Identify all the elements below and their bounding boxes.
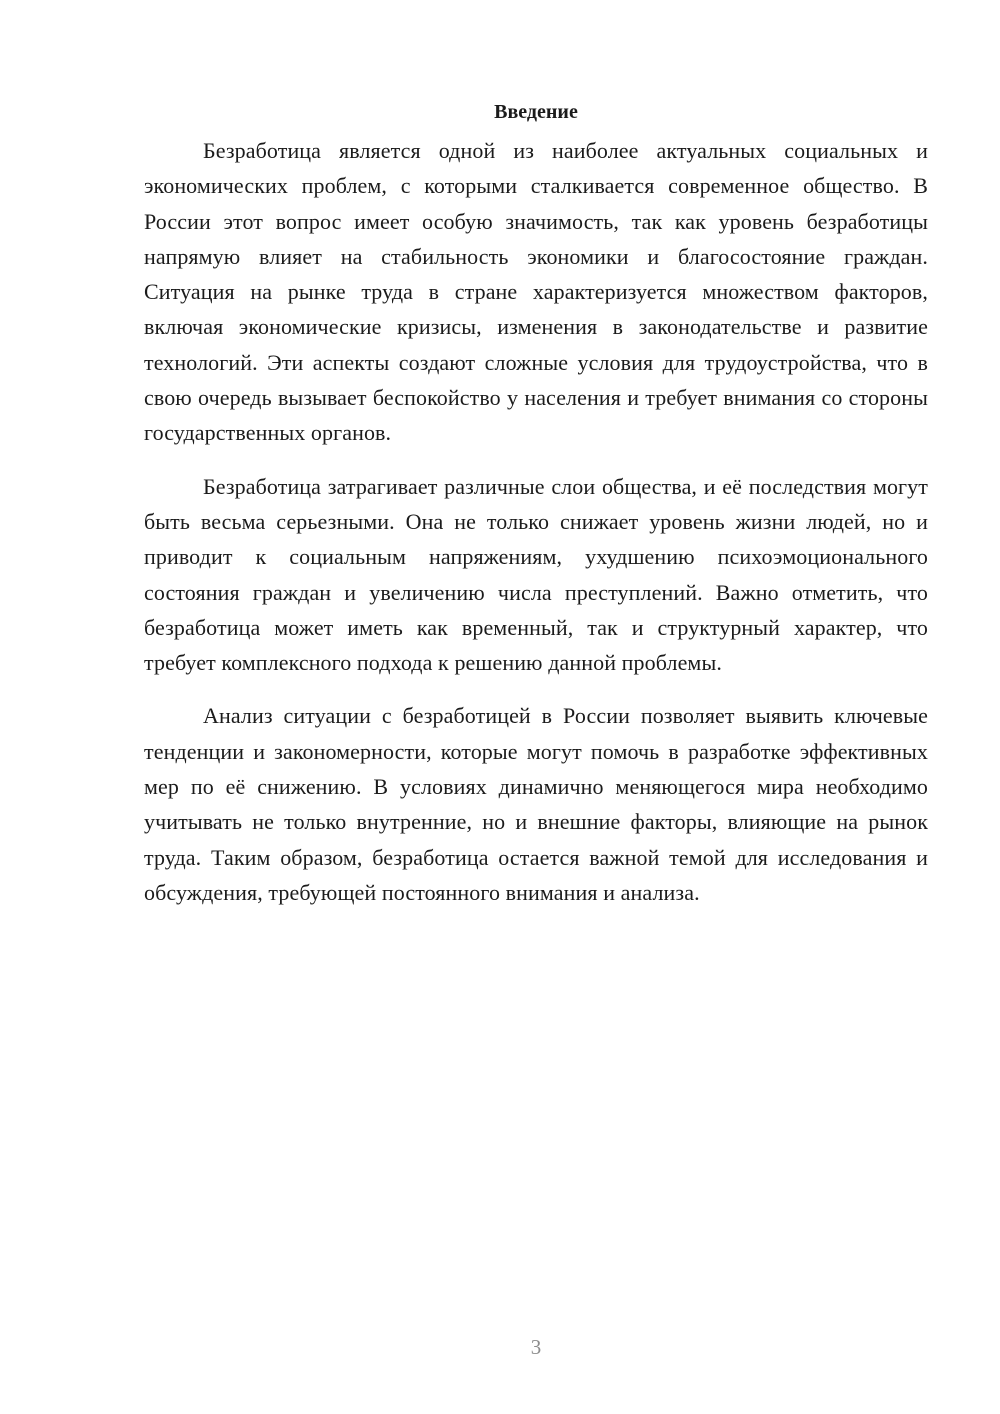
paragraph-2: Безработица затрагивает различные слои общества, и её последствия могут быть весьма серьезными. Она не только снижает уровень жизни людей, но и приводит к социальным напряжениям, ухудшению психоэмоционального состояния граждан и увеличению числа преступлений. Важно отметить, что безработица может иметь как временный, так и структурный характер, что требует комплексного подхода к решению данной проблемы. [144,473,928,676]
section-title: Введение [494,101,578,123]
paragraph-1: Безработица является одной из наиболее актуальных социальных и экономических проблем, с которыми сталкивается современное общество. В России этот вопрос имеет особую значимость, так как уровень безработицы напрямую влияет на стабильность экономики и благосостояние граждан. Ситуация на рынке труда в стране характеризуется множеством факторов, включая экономические кризисы, изменения в законодательстве и развитие технологий. Эти аспекты создают сложные условия для трудоустройства, что в свою очередь вызывает беспокойство у населения и требует внимания со стороны государственных органов. [144,138,928,446]
page-content [144,97,928,928]
page-number: 3 [530,1335,542,1359]
paragraph-3: Анализ ситуации с безработицей в России позволяет выявить ключевые тенденции и закономерности, которые могут помочь в разработке эффективных мер по её снижению. В условиях динамично меняющегося мира необходимо учитывать не только внутренние, но и внешние факторы, влияющие на рынок труда. Таким образом, безработица остается важной темой для исследования и обсуждения, требующей постоянного внимания и анализа. [144,703,928,905]
